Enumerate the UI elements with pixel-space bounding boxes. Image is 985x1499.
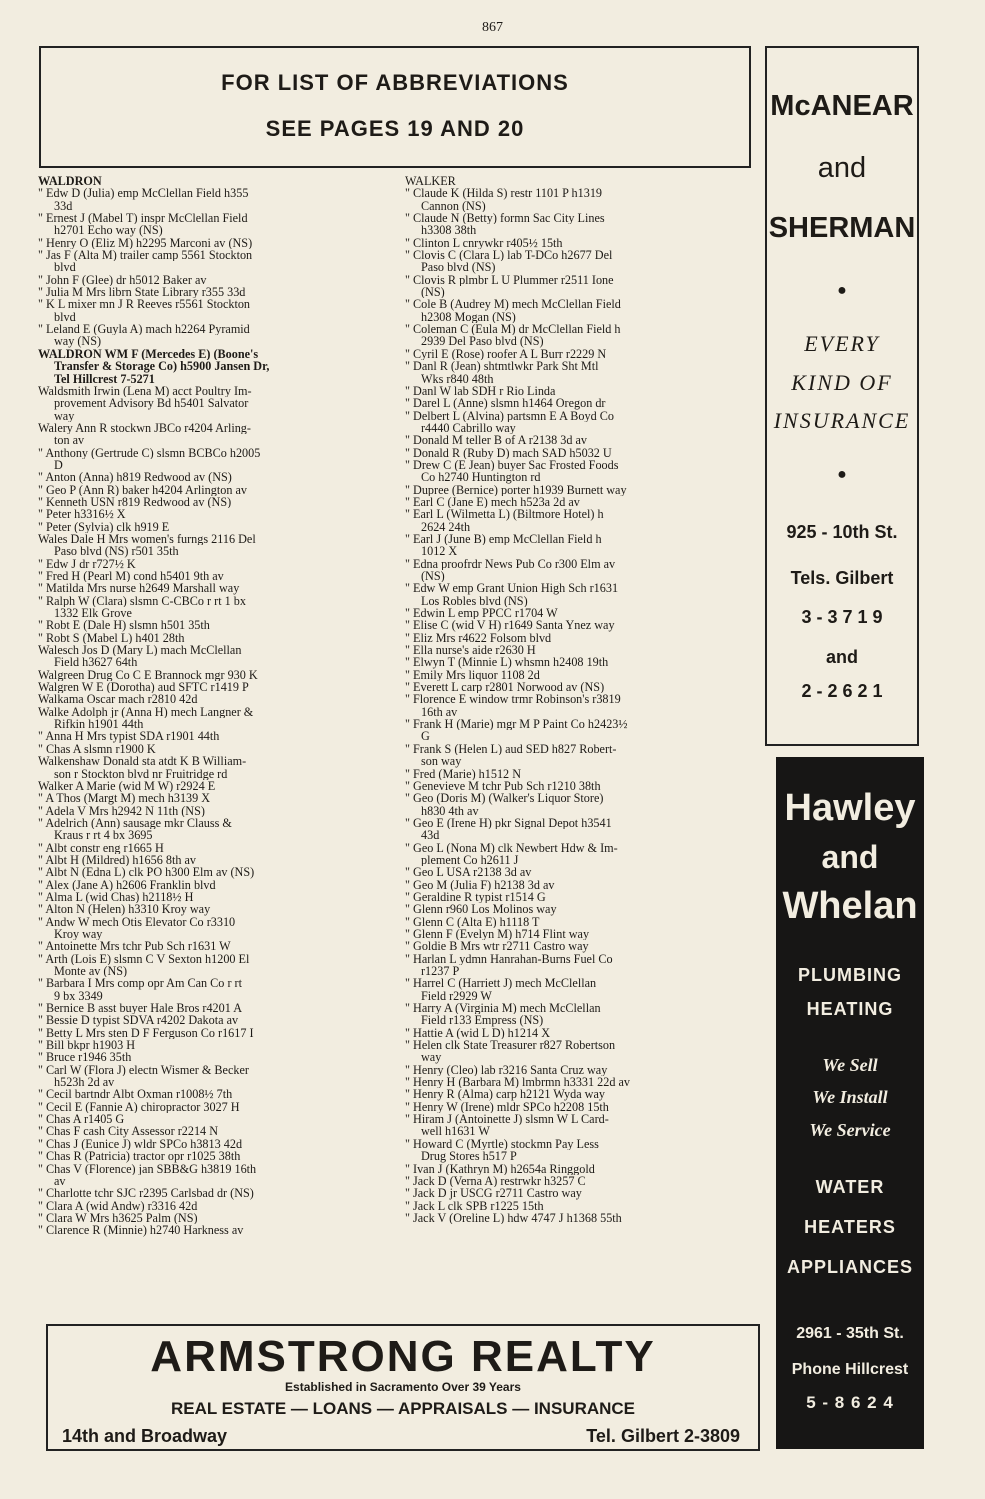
directory-entry-line: " Edw W emp Grant Union High Sch r1631 [405,582,619,595]
directory-entry-line: " Clara A (wid Andw) r3316 42d [38,1199,198,1212]
ad-address: 2961 - 35th St. [796,1325,904,1342]
directory-entry-line: " Henry R (Alma) carp h2121 Wyda way [405,1088,605,1101]
directory-entry-line: " Genevieve M tchr Pub Sch r1210 38th [405,779,601,793]
directory-entry-line: " John F (Glee) dr h5012 Baker av [38,273,207,287]
directory-entry-line: 33d [54,199,73,213]
directory-entry-line: WALKER [405,175,456,188]
directory-entry-line: " Bruce r1946 35th [38,1051,132,1064]
ad-and: and [821,839,879,875]
directory-entry-line: " Earl L (Wilmetta L) (Biltmore Hotel) h [405,508,604,521]
ad-tagline3: INSURANCE [773,408,911,433]
directory-entry-line: " Geo M (Julia F) h2138 3d av [405,878,555,891]
directory-entry-line: " Bessie D typist SDVA r4202 Dakota av [38,1014,239,1027]
directory-entry-line: " Peter h3316½ X [38,508,126,521]
directory-entry-line: Drug Stores h517 P [421,1150,517,1163]
directory-entry-line: av [54,1174,66,1188]
directory-entry-line: " Betty L Mrs sten D F Ferguson Co r1617 I [38,1026,254,1040]
directory-entry-line: " Henry (Cleo) lab r3216 Santa Cruz way [405,1063,608,1077]
directory-entry-line: Monte av (NS) [54,965,128,978]
directory-entry-line: " Harlan L ydmn Hanrahan-Burns Fuel Co [405,952,613,965]
directory-entry-line: " Albt N (Edna L) clk PO h300 Elm av (NS) [38,866,255,879]
directory-entry-line: " Cole B (Audrey M) mech McClellan Field [405,298,621,311]
bullet-icon: ● [837,282,847,299]
directory-entry-line: Paso blvd (NS) r501 35th [54,545,179,558]
directory-entry-line: " Coleman C (Eula M) dr McClellan Field h [405,323,621,336]
directory-entry-line: WALDRON [38,175,102,188]
directory-entry-line: ton av [54,434,85,447]
directory-entry-line: " Jack D jr USCG r2711 Castro way [405,1187,582,1200]
directory-entry-line: Transfer & Storage Co) h5900 Jansen Dr, [54,360,270,373]
directory-entry-line: " Barbara I Mrs comp opr Am Can Co r rt [38,977,242,990]
directory-entry-line: h3308 38th [421,224,477,237]
directory-entry-line: Walgren W E (Dorotha) aud SFTC r1419 P [38,681,249,694]
directory-entry-line: h523h 2d av [54,1076,115,1089]
directory-entry-line: " Clovis C (Clara L) lab T-DCo h2677 Del [405,249,613,262]
directory-entry-line: son way [421,755,462,768]
directory-entry-line: " Geo (Doris M) (Walker's Liquor Store) [405,792,604,805]
directory-entry-line: Kroy way [54,927,103,941]
directory-entry-line: way [54,409,75,422]
directory-entry-line: " Edw D (Julia) emp McClellan Field h355 [38,187,249,200]
directory-entry-line: " Glenn C (Alta E) h1118 T [405,915,540,928]
ad-service1: PLUMBING [798,965,902,985]
bullet-icon: ● [837,466,847,483]
directory-entry-line: " Cecil bartndr Albt Oxman r1008½ 7th [38,1088,233,1101]
directory-entry-line: " Clinton L cnrywkr r405½ 15th [405,236,563,250]
ad-name-line1: Hawley [784,787,916,829]
directory-column-right [405,175,761,1224]
directory-entry-line: Walke Adolph jr (Anna H) mech Langner & [38,705,254,719]
ad-phone1: 3 - 3 7 1 9 [801,607,883,627]
ad-heaters: HEATERS [804,1217,896,1237]
directory-entry-line: well h1631 W [421,1125,490,1138]
ad-name-line2: Whelan [782,885,918,927]
ad-water: WATER [815,1177,885,1197]
directory-entry-line: " Antoinette Mrs tchr Pub Sch r1631 W [38,940,231,953]
directory-entry-line: " Frank S (Helen L) aud SED h827 Robert- [405,742,617,756]
directory-entry-line: " Ralph W (Clara) slsmn C-CBCo r rt 1 bx [38,594,246,608]
directory-entry-line: blvd [54,310,76,324]
ad-address: 14th and Broadway [62,1426,228,1446]
directory-entry-line: " Ivan J (Kathryn M) h2654a Ringgold [405,1162,595,1175]
directory-entry-line: 9 bx 3349 [54,989,103,1003]
directory-entry-line: " Elwyn T (Minnie L) whsmn h2408 19th [405,656,609,669]
directory-entry-line: " Clara W Mrs h3625 Palm (NS) [38,1211,198,1225]
directory-entry-line: Wks r840 48th [421,372,494,385]
directory-entry-line: 1012 X [421,545,458,558]
directory-entry-line: h2701 Echo way (NS) [54,224,163,237]
directory-entry-line: " Chas A slsmn r1900 K [38,742,156,756]
directory-entry-line: 16th av [421,705,458,719]
directory-entry-line: r4440 Cabrillo way [421,421,516,435]
directory-entry-line: h2308 Mogan (NS) [421,310,516,324]
directory-entry-line: " K L mixer mn J R Reeves r5561 Stockton [38,298,251,311]
ad-service2: HEATING [806,999,894,1019]
directory-entry-line: provement Advisory Bd h5401 Salvator [54,397,249,410]
directory-entry-line: " Robt E (Dale H) slsmn h501 35th [38,619,210,632]
directory-entry-line: Field r133 Empress (NS) [421,1014,544,1027]
directory-entry-line: " Harrel C (Harriett J) mech McClellan [405,977,597,990]
directory-entry-line: " Geraldine R typist r1514 G [405,890,546,904]
ad-phone: 5 - 8 6 2 4 [806,1393,894,1412]
armstrong-realty-ad [46,1324,760,1451]
directory-entry-line: " Glenn r960 Los Molinos way [405,903,557,916]
directory-entry-line: Co h2740 Huntington rd [421,471,541,484]
ad-tels-label: Tels. Gilbert [790,568,894,588]
ad-appliances: APPLIANCES [786,1257,913,1277]
directory-entry-line: " Cecil E (Fannie A) chiropractor 3027 H [38,1100,240,1114]
directory-entry-line: way (NS) [54,335,102,348]
ad-services: REAL ESTATE — LOANS — APPRAISALS — INSURANCE [170,1399,636,1418]
directory-entry-line: " Howard C (Myrtle) stockmn Pay Less [405,1137,599,1151]
ad-phone-label: Phone Hillcrest [791,1361,909,1378]
directory-entry-line: " Edna proofrdr News Pub Co r300 Elm av [405,557,616,570]
directory-entry-line: " Andw W mech Otis Elevator Co r3310 [38,915,236,928]
directory-entry-line: Walker A Marie (wid M W) r2924 E [38,779,216,793]
directory-entry-line: " Harry A (Virginia M) mech McClellan [405,1002,601,1015]
directory-entry-line: r1237 P [421,965,460,978]
directory-entry-line: WALDRON WM F (Mercedes E) (Boone's [38,347,259,361]
directory-entry-line: Rifkin h1901 44th [54,718,144,731]
directory-entry-line: " Geo P (Ann R) baker h4204 Arlington av [38,483,247,496]
directory-entry-line: " Fred H (Pearl M) cond h5401 9th av [38,570,224,583]
directory-entry-line: son r Stockton blvd nr Fruitridge rd [54,767,228,780]
directory-entry-line: " Donald R (Ruby D) mach SAD h5032 U [405,446,612,459]
directory-entry-line: Walery Ann R stockwn JBCo r4204 Arling- [38,421,251,435]
directory-entry-line: " Everett L carp r2801 Norwood av (NS) [405,681,605,694]
directory-entry-line: " Claude K (Hilda S) restr 1101 P h1319 [405,187,603,200]
directory-entry-line: " Adelrich (Ann) sausage mkr Clauss & [38,816,232,830]
ad-address: 925 - 10th St. [786,522,898,542]
directory-entry-line: " Donald M teller B of A r2138 3d av [405,434,588,447]
directory-entry-line: G [421,730,430,743]
directory-entry-line: plement Co h2611 J [421,853,519,867]
directory-entry-line: " Fred (Marie) h1512 N [405,767,521,780]
directory-entry-line: " Jack L clk SPB r1225 15th [405,1199,544,1212]
directory-entry-line: " Anna H Mrs typist SDA r1901 44th [38,730,220,743]
directory-entry-line: " Hattie A (wid L D) h1214 X [405,1026,550,1040]
directory-entry-line: Paso blvd (NS) [421,261,496,274]
directory-entry-line: " Glenn F (Evelyn M) h714 Flint way [405,927,590,941]
directory-entry-line: way [421,1051,442,1064]
directory-entry-line: " Drew C (E Jean) buyer Sac Frosted Foods [405,458,619,472]
directory-entry-line: " Florence E window trmr Robinson's r3819 [405,693,621,706]
directory-entry-line: " Chas F cash City Assessor r2214 N [38,1125,219,1138]
directory-entry-line: " Kenneth USN r819 Redwood av (NS) [38,495,232,509]
directory-entry-line: Cannon (NS) [421,199,486,213]
directory-entry-line: " Peter (Sylvia) clk h919 E [38,520,170,533]
directory-entry-line: Walesch Jos D (Mary L) mach McClellan [38,644,242,657]
ad-established: Established in Sacramento Over 39 Years [285,1380,521,1394]
directory-entry-line: " Henry H (Barbara M) lmbrmn h3331 22d av [405,1076,630,1089]
ad-we-sell: We Sell [822,1055,878,1075]
directory-entry-line: 2939 Del Paso blvd (NS) [421,335,544,348]
directory-entry-line: " Elise C (wid V H) r1649 Santa Ynez way [405,619,615,632]
directory-entry-line: h830 4th av [421,804,479,817]
directory-entry-line: " Hiram J (Antoinette J) slsmn W L Card- [405,1113,609,1126]
directory-entry-line: " Jas F (Alta M) trailer camp 5561 Stockton [38,249,253,262]
directory-entry-line: " Anton (Anna) h819 Redwood av (NS) [38,471,232,484]
abbreviations-line2: SEE PAGES 19 AND 20 [265,116,525,141]
directory-entry-line: 43d [421,829,440,842]
directory-entry-line: " Eliz Mrs r4622 Folsom blvd [405,631,552,645]
directory-entry-line: " Chas J (Eunice J) wldr SPCo h3813 42d [38,1137,243,1151]
ad-and2: and [825,647,858,667]
directory-entry-line: " Jack D (Verna A) restrwkr h3257 C [405,1174,586,1188]
directory-entry-line: " Geo E (Irene H) pkr Signal Depot h3541 [405,816,612,830]
directory-entry-line: " Anthony (Gertrude C) slsmn BCBCo h2005 [38,446,261,459]
directory-entry-line: Waldsmith Irwin (Lena M) acct Poultry Im- [38,384,252,398]
directory-entry-line: Tel Hillcrest 7-5271 [54,372,155,385]
ad-name-line2: SHERMAN [768,212,916,244]
directory-entry-line: " Danl R (Jean) shtmtlwkr Park Sht Mtl [405,360,599,373]
directory-entry-line: (NS) [421,570,445,583]
directory-entry-line: " Geo L USA r2138 3d av [405,866,532,879]
abbreviations-notice [39,46,751,168]
directory-entry-line: " Dupree (Bernice) porter h1939 Burnett way [405,483,627,496]
directory-entry-line: " Frank H (Marie) mgr M P Paint Co h2423½ [405,718,628,731]
directory-entry-line: " Jack V (Oreline L) hdw 4747 J h1368 55th [405,1211,622,1225]
directory-entry-line: " Alex (Jane A) h2606 Franklin blvd [38,878,216,891]
directory-entry-line: " Robt S (Mabel L) h401 28th [38,631,185,645]
directory-entry-line: " A Thos (Margt M) mech h3139 X [38,792,211,805]
ad-we-service: We Service [809,1120,891,1140]
directory-entry-line: " Geo L (Nona M) clk Newbert Hdw & Im- [405,841,618,854]
directory-entry-line: " Chas A r1405 G [38,1113,125,1126]
directory-entry-line: Walkama Oscar mach r2810 42d [38,693,198,706]
directory-entry-line: " Chas V (Florence) jan SBB&G h3819 16th [38,1162,257,1175]
directory-entry-line: Field h3627 64th [54,656,138,669]
ad-tagline2: KIND OF [791,370,893,395]
ad-name-line1: McANEAR [770,90,914,122]
mcanear-sherman-ad [765,46,919,746]
directory-entry-line: " Claude N (Betty) formn Sac City Lines [405,212,605,225]
ad-and: and [817,152,867,184]
ad-tagline1: EVERY [804,331,880,356]
directory-entry-line: 1332 Elk Grove [54,607,132,620]
directory-entry-line: " Earl C (Jane E) mech h523a 2d av [405,495,580,509]
directory-entry-line: (NS) [421,286,445,299]
directory-entry-line: " Clovis R plmbr L U Plummer r2511 Ione [405,273,614,287]
abbreviations-line1: FOR LIST OF ABBREVIATIONS [221,70,569,95]
directory-entry-line: " Bernice B asst buyer Hale Bros r4201 A [38,1002,242,1015]
directory-entry-line: " Cyril E (Rose) roofer A L Burr r2229 N [405,347,607,361]
ad-phone2: 2 - 2 6 2 1 [801,681,883,701]
directory-entry-line: Wales Dale H Mrs women's furngs 2116 Del [38,532,256,546]
directory-entry-line: " Henry W (Irene) mldr SPCo h2208 15th [405,1100,609,1114]
directory-column-left [38,175,394,1237]
directory-entry-line: " Edwin L emp PPCC r1704 W [405,607,558,620]
directory-entry-line: 2624 24th [421,520,471,533]
directory-entry-line: " Emily Mrs liquor 1108 2d [405,668,540,682]
ad-we-install: We Install [812,1087,888,1107]
directory-entry-line: " Adela V Mrs h2942 N 11th (NS) [38,804,205,817]
directory-entry-line: " Bill bkpr h1903 H [38,1039,136,1052]
directory-entry-line: " Matilda Mrs nurse h2649 Marshall way [38,582,240,595]
directory-entry-line: " Albt constr eng r1665 H [38,841,164,854]
directory-entry-line: " Carl W (Flora J) electn Wismer & Becker [38,1063,249,1077]
directory-entry-line: " Helen clk State Treasurer r827 Robertson [405,1039,616,1052]
directory-entry-line: Los Robles blvd (NS) [421,594,528,608]
directory-entry-line: " Arth (Lois E) slsmn C V Sexton h1200 El [38,952,250,965]
directory-entry-line: Walgreen Drug Co C E Brannock mgr 930 K [38,668,258,682]
directory-entry-line: " Delbert L (Alvina) partsmn E A Boyd Co [405,409,614,422]
hawley-whelan-ad [776,757,924,1449]
directory-entry-line: " Earl J (June B) emp McClellan Field h [405,532,602,546]
directory-entry-line: " Darel L (Anne) slsmn h1464 Oregon dr [405,397,606,410]
directory-entry-line: " Charlotte tchr SJC r2395 Carlsbad dr (NS) [38,1187,254,1200]
directory-entry-line: Kraus r rt 4 bx 3695 [54,829,153,842]
directory-entry-line: " Leland E (Guyla A) mach h2264 Pyramid [38,323,250,336]
directory-entry-line: " Goldie B Mrs wtr r2711 Castro way [405,940,589,953]
directory-entry-line: " Danl W lab SDH r Rio Linda [405,384,556,398]
directory-entry-line: Walkenshaw Donald sta atdt K B William- [38,755,247,768]
directory-entry-line: " Ella nurse's aide r2630 H [405,644,536,657]
directory-entry-line: " Chas R (Patricia) tractor opr r1025 38th [38,1150,241,1163]
directory-entry-line: " Julia M Mrs librn State Library r355 33d [38,286,246,299]
directory-entry-line: Field r2929 W [421,989,492,1003]
directory-entry-line: blvd [54,261,76,274]
directory-entry-line: " Albt H (Mildred) h1656 8th av [38,853,196,867]
directory-entry-line: " Alma L (wid Chas) h2118½ H [38,890,194,904]
directory-entry-line: " Alton N (Helen) h3310 Kroy way [38,903,211,916]
directory-entry-line: " Ernest J (Mabel T) inspr McClellan Field [38,212,248,225]
directory-entry-line: " Clarence R (Minnie) h2740 Harkness av [38,1224,244,1237]
directory-entry-line: " Edw J dr r727½ K [38,557,136,570]
ad-title: ARMSTRONG REALTY [150,1332,656,1381]
ad-telephone: Tel. Gilbert 2-3809 [586,1426,740,1446]
directory-entry-line: " Henry O (Eliz M) h2295 Marconi av (NS) [38,236,253,250]
page-number: 867 [482,20,503,35]
directory-entry-line: D [54,458,63,472]
